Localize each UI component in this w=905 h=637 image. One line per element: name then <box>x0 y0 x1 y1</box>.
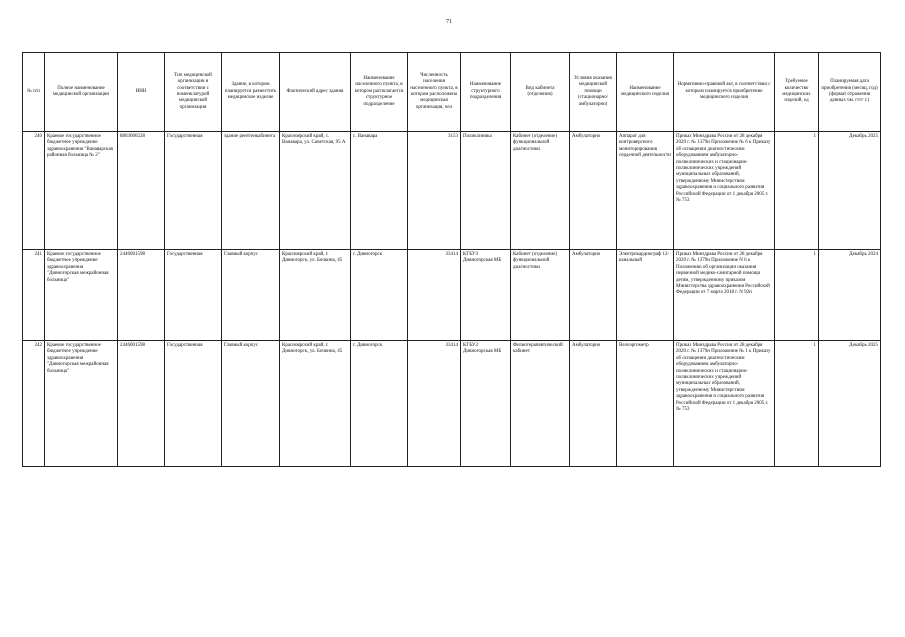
cell-locality: г. Дивногорск <box>351 341 408 467</box>
cell-conditions: Амбулаторно <box>570 250 617 341</box>
cell-quantity: 1 <box>775 341 819 467</box>
cell-legal-act: Приказ Минздрава России от 28 декабря 2020 г. № 1379н Приложение № 6 к Приказу об оснащении диагностическим оборудованием амбулаторно-поликлинических и стационарно-поликлинических учреждений муниципальных образований, утвержденному Министерством здравоохранения и социального развития Российской Федерации от 1 декабря 2005 г. № 753 <box>674 132 775 250</box>
header-population: Численность населения населенного пункта, в котором расположена медицинская организация, чел <box>408 53 461 132</box>
cell-num: 240 <box>23 132 45 250</box>
cell-date: Декабрь 2024 <box>819 250 881 341</box>
cell-device: Велоэргометр <box>617 341 674 467</box>
cell-population: 3153 <box>408 132 461 250</box>
header-cabinet: Вид кабинета (отделения) <box>511 53 570 132</box>
cell-inn: 2446001598 <box>118 250 165 341</box>
table-row <box>23 250 881 341</box>
cell-device: Электрокардиограф 12-канальный <box>617 250 674 341</box>
header-address: Фактический адрес здания <box>280 53 351 132</box>
cell-building: здание рентгенкабинета <box>222 132 280 250</box>
cell-address: Красноярский край, г. Дивногорск, ул. Бочкина, 45 <box>280 250 351 341</box>
table-row <box>23 132 881 250</box>
cell-org: Краевое государственное бюджетное учреждение здравоохранения "Дивногорская межрайонная больница" <box>45 341 118 467</box>
cell-building: Главный корпус <box>222 250 280 341</box>
header-division: Наименование структурного подразделения <box>461 53 511 132</box>
table-header-row <box>23 53 881 132</box>
cell-legal-act: Приказ Минздрава России от 28 декабря 2020 г. № 1379н Приложение N 6 к Положению об организации оказания первичной медико-санитарной помощи детям, утвержденному приказом Министерства здравоохранения Российской Федерации от 7 марта 2018 г. N 92н <box>674 250 775 341</box>
cell-num: 241 <box>23 250 45 341</box>
header-legal-act: Нормативно-правовой акт, в соответствии с которым планируется приобретение медицинского изделия <box>674 53 775 132</box>
header-conditions: Условия оказания медицинской помощи (стационарно/ амбулаторно) <box>570 53 617 132</box>
page-number: 71 <box>446 19 452 25</box>
cell-locality: с. Ванавара <box>351 132 408 250</box>
header-org: Полное наименование медицинской организации <box>45 53 118 132</box>
cell-division: КГБУЗ Дивногорская МБ <box>461 250 511 341</box>
cell-date: Декабрь 2025 <box>819 132 881 250</box>
cell-quantity: 1 <box>775 132 819 250</box>
cell-cabinet: Физиотерапевтический кабинет <box>511 341 570 467</box>
cell-device: Аппарат для контроверсного мониторирования сердечной деятельности <box>617 132 674 250</box>
cell-address: Красноярский край, г. Дивногорск, ул. Бочкина, 45 <box>280 341 351 467</box>
cell-inn: 2446001598 <box>118 341 165 467</box>
table-row <box>23 341 881 467</box>
cell-address: Красноярский край, с. Ванавара, ул. Советская, 95 А <box>280 132 351 250</box>
cell-cabinet: Кабинет (отделение) функциональной диагностики <box>511 132 570 250</box>
cell-type: Государственная <box>165 132 222 250</box>
cell-population: 33414 <box>408 250 461 341</box>
header-type: Тип медицинской организации в соответствии с номенклатурой медицинской организации <box>165 53 222 132</box>
cell-conditions: Амбулаторно <box>570 132 617 250</box>
cell-division: Поликлиника <box>461 132 511 250</box>
cell-population: 33414 <box>408 341 461 467</box>
cell-inn: 8803000228 <box>118 132 165 250</box>
header-building: Здание, в котором планируется разместить медицинское изделие <box>222 53 280 132</box>
header-date: Планируемая дата приобретения (месяц, год) (формат отражения данных чм. гггг г.) <box>819 53 881 132</box>
cell-org: Краевое государственное бюджетное учреждение здравоохранения "Дивногорская межрайонная больница" <box>45 250 118 341</box>
header-quantity: Требуемое количество медицинских изделий, ед <box>775 53 819 132</box>
cell-locality: г. Дивногорск <box>351 250 408 341</box>
cell-quantity: 1 <box>775 250 819 341</box>
cell-type: Государственная <box>165 341 222 467</box>
header-inn: ИНН <box>118 53 165 132</box>
cell-org: Краевое государственное бюджетное учреждение здравоохранения "Ванаварская районная больница № 2" <box>45 132 118 250</box>
cell-cabinet: Кабинет (отделение) функциональной диагностики <box>511 250 570 341</box>
header-device: Наименование медицинского изделия <box>617 53 674 132</box>
cell-type: Государственная <box>165 250 222 341</box>
cell-conditions: Амбулаторно <box>570 341 617 467</box>
cell-building: Главный корпус <box>222 341 280 467</box>
equipment-table <box>22 52 881 467</box>
cell-num: 242 <box>23 341 45 467</box>
header-num: № п/п <box>23 53 45 132</box>
header-locality: Наименование населенного пункта, в котором располагается структурное подразделение <box>351 53 408 132</box>
cell-division: КГБУЗ Дивногорская МБ <box>461 341 511 467</box>
cell-legal-act: Приказ Минздрава России от 28 декабря 2020 г. № 1379н Приложение № 1 к Приказу об оснащении диагностическим оборудованием амбулаторно-поликлинических и стационарно-поликлинических учреждений муниципальных образований, утвержденному Министерством здравоохранения и социального развития Российской Федерации от 1 декабря 2005 г. № 753 <box>674 341 775 467</box>
cell-date: Декабрь 2025 <box>819 341 881 467</box>
